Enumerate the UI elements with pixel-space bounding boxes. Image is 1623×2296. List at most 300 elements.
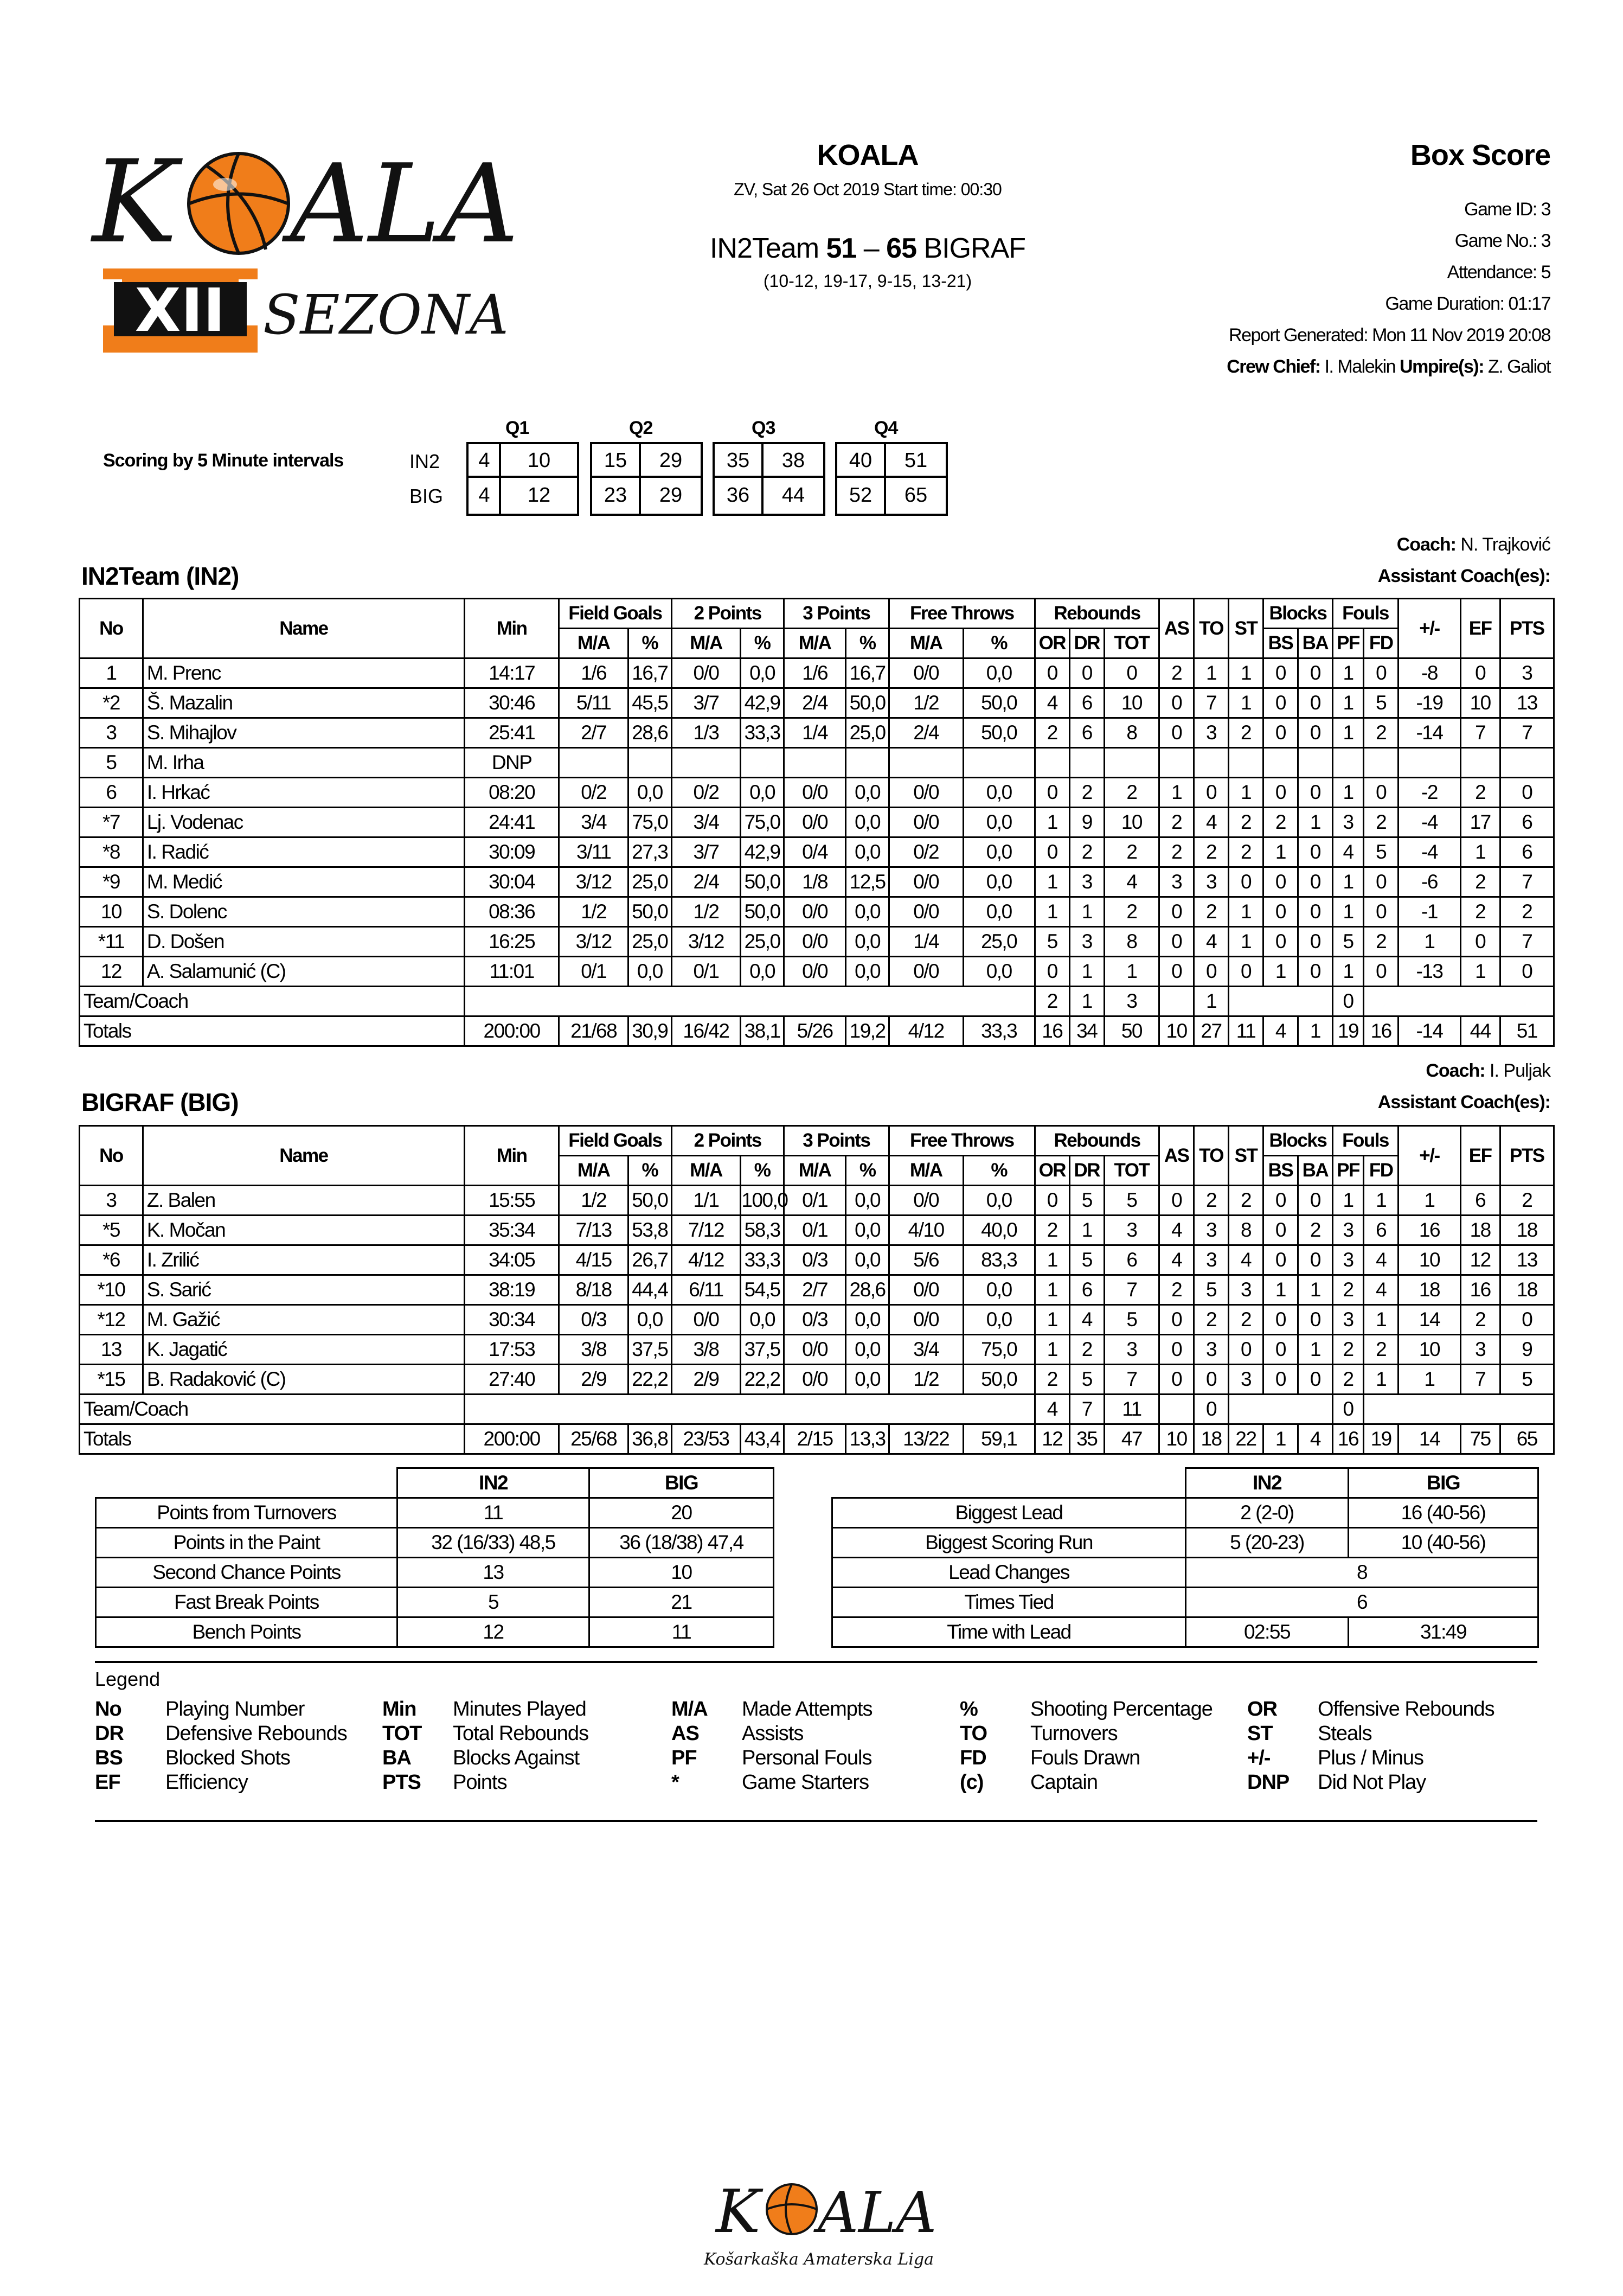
stat-cell: 0 <box>1298 1245 1332 1275</box>
stat-cell <box>846 748 889 778</box>
stat-cell: 30:46 <box>465 688 559 718</box>
stat-cell <box>1298 748 1332 778</box>
stat-cell: 7 <box>1460 1365 1500 1395</box>
stat-cell: 1 <box>1035 808 1069 837</box>
stat-cell: 30:34 <box>465 1305 559 1335</box>
q1-big-a: 4 <box>478 484 490 507</box>
player-row <box>80 897 1554 927</box>
stat-cell: 6/11 <box>671 1275 741 1305</box>
stat-cell: 1/2 <box>889 688 963 718</box>
stat-cell: 0 <box>1263 1305 1298 1335</box>
stat-cell: 0/2 <box>889 837 963 867</box>
stat-cell <box>1399 748 1461 778</box>
col-sub-pf: PF <box>1332 1156 1363 1186</box>
stat-cell: 1 <box>1298 1275 1332 1305</box>
stat-cell: 0,0 <box>846 1186 889 1216</box>
stat-cell: -4 <box>1399 837 1461 867</box>
stat-cell: 16 <box>1399 1216 1461 1245</box>
stat-cell: 5 <box>1500 1365 1554 1395</box>
summary-left-header-in2: IN2 <box>397 1468 589 1498</box>
col-sub-bs: BS <box>1263 629 1298 658</box>
final-score <box>596 232 1139 265</box>
stat-cell: 0/0 <box>889 957 963 987</box>
col-sub-pct: % <box>628 629 671 658</box>
stat-cell: 18 <box>1399 1275 1461 1305</box>
stat-cell: 1 <box>1399 1365 1461 1395</box>
player-row <box>80 867 1554 897</box>
stat-cell: 0,0 <box>846 927 889 957</box>
stat-cell: 0 <box>1460 658 1500 688</box>
col-to: TO <box>1194 599 1229 658</box>
legend-desc: Defensive Rebounds <box>165 1722 347 1745</box>
totals-label: Totals <box>80 1016 465 1046</box>
stat-cell: 0 <box>1263 778 1298 808</box>
stat-cell: 0,0 <box>846 897 889 927</box>
stat-cell: 0,0 <box>963 897 1035 927</box>
legend-title: Legend <box>95 1668 161 1690</box>
stat-cell: 6 <box>1069 1275 1104 1305</box>
stat-cell: 13 <box>1500 1245 1554 1275</box>
team2-box-score <box>79 1125 1555 1455</box>
stat-cell: 17 <box>1460 808 1500 837</box>
stat-cell: 3 <box>1194 867 1229 897</box>
stat-cell: 2 <box>1035 1216 1069 1245</box>
col-group-reb: Rebounds <box>1035 599 1159 629</box>
stat-cell: -13 <box>1399 957 1461 987</box>
col-pm: +/- <box>1399 599 1461 658</box>
summary-right-header-in2: IN2 <box>1186 1468 1349 1498</box>
stat-cell: 1 <box>1035 1335 1069 1365</box>
stat-cell: 1 <box>1460 837 1500 867</box>
legend-item <box>382 1722 588 1745</box>
col-sub-pct: % <box>741 629 784 658</box>
col-to: TO <box>1194 1126 1229 1186</box>
col-st: ST <box>1229 1126 1263 1186</box>
stat-cell: 0 <box>1500 1305 1554 1335</box>
col-sub-or: OR <box>1035 1156 1069 1186</box>
stat-cell: 0/2 <box>559 778 628 808</box>
stat-cell: 0/0 <box>889 1305 963 1335</box>
team-or: 2 <box>1035 987 1069 1016</box>
team1-coach-label: Coach: <box>1396 534 1456 555</box>
player-name: D. Došen <box>143 927 464 957</box>
player-row <box>80 658 1554 688</box>
col-sub-ba: BA <box>1298 629 1332 658</box>
blank <box>465 987 1035 1016</box>
league-logo <box>92 136 519 363</box>
stat-cell: 1/6 <box>559 658 628 688</box>
stat-cell: 3 <box>1069 867 1104 897</box>
summary-value: 8 <box>1186 1558 1538 1588</box>
player-number: 3 <box>80 1186 143 1216</box>
stat-cell: 1 <box>1332 658 1363 688</box>
col-group-blocks: Blocks <box>1263 1126 1332 1156</box>
stat-cell: 1 <box>1364 1365 1399 1395</box>
stat-cell: 3 <box>1104 1335 1159 1365</box>
legend-desc: Plus / Minus <box>1318 1747 1423 1769</box>
stat-cell: 3/12 <box>671 927 741 957</box>
stat-cell: 0 <box>1500 957 1554 987</box>
stat-cell: 0 <box>1298 688 1332 718</box>
team2-coach-line <box>1426 1060 1550 1082</box>
stat-cell: 2 <box>1069 778 1104 808</box>
summary-value: 11 <box>589 1617 774 1647</box>
stat-cell: 1/2 <box>671 897 741 927</box>
stat-cell: 54,5 <box>741 1275 784 1305</box>
stat-cell: 18 <box>1460 1216 1500 1245</box>
player-row <box>80 748 1554 778</box>
legend-desc: Efficiency <box>165 1771 248 1794</box>
stat-cell: 0/1 <box>784 1216 846 1245</box>
legend-abbr: TOT <box>382 1722 422 1745</box>
stat-cell: 0,0 <box>628 957 671 987</box>
legend-item <box>671 1747 871 1770</box>
total-cell: 19 <box>1332 1016 1363 1046</box>
summary-value: 10 (40-56) <box>1349 1528 1538 1558</box>
player-number: *2 <box>80 688 143 718</box>
stat-cell <box>1263 748 1298 778</box>
team2-title: BIGRAF (BIG) <box>81 1088 239 1116</box>
legend-abbr: AS <box>671 1722 699 1745</box>
stat-cell: 1 <box>1229 897 1263 927</box>
col-st: ST <box>1229 599 1263 658</box>
stat-cell: 0,0 <box>963 867 1035 897</box>
legend-desc: Turnovers <box>1030 1722 1118 1745</box>
stat-cell: 0 <box>1263 718 1298 748</box>
stat-cell: 0,0 <box>846 837 889 867</box>
player-name: B. Radaković (C) <box>143 1365 464 1395</box>
stat-cell: 0 <box>1263 688 1298 718</box>
player-name: M. Prenc <box>143 658 464 688</box>
q2-in2-a: 15 <box>604 449 627 472</box>
stat-cell <box>1069 748 1104 778</box>
stat-cell: 2/4 <box>784 688 846 718</box>
col-ef: EF <box>1460 599 1500 658</box>
q2-big-a: 23 <box>604 484 627 507</box>
stat-cell: 0 <box>1159 1305 1194 1335</box>
legend-abbr: ST <box>1247 1722 1273 1745</box>
legend-item <box>960 1722 1118 1745</box>
summary-value: 11 <box>397 1498 589 1528</box>
stat-cell: 50,0 <box>963 688 1035 718</box>
logo-letters-ala: ALA <box>290 141 519 267</box>
col-pts: PTS <box>1500 1126 1554 1186</box>
stat-cell: 6 <box>1500 837 1554 867</box>
q4-big-a: 52 <box>849 484 873 507</box>
stat-cell: 0 <box>1263 1216 1298 1245</box>
legend-desc: Steals <box>1318 1722 1372 1745</box>
stat-cell: 8 <box>1104 927 1159 957</box>
summary-value: 6 <box>1186 1588 1538 1617</box>
stat-cell: 1 <box>1263 957 1298 987</box>
stat-cell: 1 <box>1069 897 1104 927</box>
quarter-label-q4: Q4 <box>874 418 898 438</box>
stat-cell: 0/0 <box>889 808 963 837</box>
crew-chief-label: Crew Chief: <box>1227 356 1320 377</box>
stat-cell: 0 <box>1263 1365 1298 1395</box>
player-name: I. Radić <box>143 837 464 867</box>
stat-cell: 50,0 <box>741 867 784 897</box>
officials <box>1227 351 1550 382</box>
stat-cell: 0 <box>1500 778 1554 808</box>
stat-cell: 0 <box>1364 658 1399 688</box>
stat-cell: 5 <box>1069 1245 1104 1275</box>
stat-cell: 1 <box>1263 1275 1298 1305</box>
col-sub-ma: M/A <box>889 629 963 658</box>
stat-cell: 4 <box>1194 927 1229 957</box>
col-sub-pct: % <box>963 1156 1035 1186</box>
total-cell: 4/12 <box>889 1016 963 1046</box>
stat-cell: 7 <box>1104 1275 1159 1305</box>
q1-big-b: 12 <box>527 484 551 507</box>
stat-cell: 3 <box>1332 1305 1363 1335</box>
period-scores: (10-12, 19-17, 9-15, 13-21) <box>763 271 972 291</box>
player-row <box>80 1305 1554 1335</box>
blank <box>1159 1395 1194 1424</box>
summary-label: Bench Points <box>96 1617 397 1647</box>
legend-item <box>960 1771 1098 1794</box>
legend-desc: Did Not Play <box>1318 1771 1426 1794</box>
stat-cell: 1 <box>1364 1186 1399 1216</box>
stat-cell: 1 <box>1229 688 1263 718</box>
total-cell: 51 <box>1500 1016 1554 1046</box>
stat-cell: 3/11 <box>559 837 628 867</box>
total-cell: 14 <box>1399 1424 1461 1454</box>
legend-abbr: FD <box>960 1747 986 1769</box>
player-number: *10 <box>80 1275 143 1305</box>
stat-cell: 1 <box>1399 927 1461 957</box>
summary-label: Second Chance Points <box>96 1558 397 1588</box>
report-title: Box Score <box>1410 139 1550 171</box>
legend-bottom-rule <box>95 1820 1537 1822</box>
stat-cell: 2 <box>1364 927 1399 957</box>
stat-cell: 0 <box>1298 927 1332 957</box>
legend-abbr: OR <box>1247 1698 1277 1721</box>
basketball-icon-small <box>767 2184 817 2234</box>
total-cell: 16/42 <box>671 1016 741 1046</box>
total-cell: 27 <box>1194 1016 1229 1046</box>
away-score: 65 <box>886 233 916 264</box>
q2-in2-b: 29 <box>659 449 683 472</box>
summary-row <box>832 1528 1538 1558</box>
stat-cell <box>963 748 1035 778</box>
stat-cell: 2 <box>1194 837 1229 867</box>
legend-abbr: DNP <box>1247 1771 1290 1794</box>
stat-cell: 0/1 <box>559 957 628 987</box>
stat-cell: 1/6 <box>784 658 846 688</box>
stat-cell: 0 <box>1263 1186 1298 1216</box>
stat-cell: 08:20 <box>465 778 559 808</box>
stat-cell: 2 <box>1229 808 1263 837</box>
stat-cell: 0/0 <box>889 897 963 927</box>
stat-cell: 2 <box>1194 897 1229 927</box>
stat-cell: DNP <box>465 748 559 778</box>
stat-cell: 10 <box>1399 1335 1461 1365</box>
stat-cell: 0,0 <box>846 1365 889 1395</box>
summary-value: 2 (2-0) <box>1186 1498 1349 1528</box>
stat-cell: 3/4 <box>889 1335 963 1365</box>
stat-cell: 75,0 <box>628 808 671 837</box>
total-cell: 4 <box>1298 1424 1332 1454</box>
legend-desc: Blocked Shots <box>165 1747 290 1769</box>
col-name: Name <box>143 1126 464 1186</box>
stat-cell: 0,0 <box>963 808 1035 837</box>
stat-cell: 26,7 <box>628 1245 671 1275</box>
col-group-ft: Free Throws <box>889 1126 1035 1156</box>
summary-label: Biggest Lead <box>832 1498 1186 1528</box>
stat-cell: 2 <box>1500 1186 1554 1216</box>
stat-cell: 75,0 <box>963 1335 1035 1365</box>
stat-cell: 7/12 <box>671 1216 741 1245</box>
stat-cell: 33,3 <box>741 1245 784 1275</box>
stat-cell: 5/6 <box>889 1245 963 1275</box>
totals-label: Totals <box>80 1424 465 1454</box>
legend-item <box>960 1747 1140 1770</box>
stat-cell: 0 <box>1298 867 1332 897</box>
stat-cell: 5 <box>1104 1186 1159 1216</box>
col-sub-pct: % <box>963 629 1035 658</box>
legend-desc: Blocks Against <box>453 1747 580 1769</box>
game-flow-summary <box>831 1467 1539 1648</box>
stat-cell: 2 <box>1460 1305 1500 1335</box>
stat-cell: 0/0 <box>889 1275 963 1305</box>
stat-cell: 1 <box>1035 1245 1069 1275</box>
stat-cell: 27:40 <box>465 1365 559 1395</box>
blank <box>1159 987 1194 1016</box>
stat-cell: 7 <box>1194 688 1229 718</box>
col-group-fg: Field Goals <box>559 1126 671 1156</box>
stat-cell: 0/0 <box>671 1305 741 1335</box>
legend-abbr: EF <box>95 1771 120 1794</box>
stat-cell <box>1194 748 1229 778</box>
total-cell: 16 <box>1364 1016 1399 1046</box>
summary-row <box>832 1617 1538 1647</box>
q2-big-b: 29 <box>659 484 683 507</box>
stat-cell: 2 <box>1364 718 1399 748</box>
team-coach-row <box>80 987 1554 1016</box>
stat-cell: 1 <box>1364 1305 1399 1335</box>
stat-cell: 75,0 <box>741 808 784 837</box>
stat-cell: 9 <box>1069 808 1104 837</box>
scoring-team-big: BIG <box>409 485 444 507</box>
stat-cell: 2 <box>1194 1305 1229 1335</box>
legend-item <box>382 1698 586 1721</box>
col-pts: PTS <box>1500 599 1554 658</box>
legend-desc: Fouls Drawn <box>1030 1747 1140 1769</box>
stat-cell: 6 <box>1069 688 1104 718</box>
legend-item <box>671 1771 869 1794</box>
stat-cell: 0 <box>1364 778 1399 808</box>
player-name: S. Dolenc <box>143 897 464 927</box>
stat-cell: 13 <box>1500 688 1554 718</box>
stat-cell: 0,0 <box>741 778 784 808</box>
player-number: 13 <box>80 1335 143 1365</box>
stat-cell: 3/4 <box>559 808 628 837</box>
player-number: 3 <box>80 718 143 748</box>
stat-cell: 22,2 <box>741 1365 784 1395</box>
header-row-groups <box>80 599 1554 629</box>
stat-cell: 2 <box>1229 1186 1263 1216</box>
stat-cell: 9 <box>1500 1335 1554 1365</box>
stat-cell <box>1159 748 1194 778</box>
stat-cell: 28,6 <box>846 1275 889 1305</box>
stat-cell: 1/1 <box>671 1186 741 1216</box>
player-name: Š. Mazalin <box>143 688 464 718</box>
stat-cell: 0 <box>1194 1365 1229 1395</box>
legend-abbr: M/A <box>671 1698 708 1721</box>
total-cell: 43,4 <box>741 1424 784 1454</box>
stat-cell: 0/0 <box>784 897 846 927</box>
stat-cell: 0 <box>1159 718 1194 748</box>
stat-cell: 3 <box>1332 1245 1363 1275</box>
team1-title: IN2Team (IN2) <box>81 562 239 590</box>
stat-cell: -8 <box>1399 658 1461 688</box>
total-cell: 21/68 <box>559 1016 628 1046</box>
stat-cell: 0/0 <box>784 957 846 987</box>
player-number: *7 <box>80 808 143 837</box>
footer-tagline: Košarkaška Amaterska Liga <box>703 2250 934 2269</box>
stat-cell: 4 <box>1159 1216 1194 1245</box>
stat-cell: 5 <box>1332 927 1363 957</box>
stat-cell: 0/0 <box>784 927 846 957</box>
legend-item <box>1247 1722 1372 1745</box>
stat-cell: 10 <box>1104 688 1159 718</box>
col-sub-ma: M/A <box>889 1156 963 1186</box>
total-cell: 10 <box>1159 1016 1194 1046</box>
legend-desc: Assists <box>742 1722 804 1745</box>
stat-cell: 0,0 <box>963 837 1035 867</box>
stat-cell: 0 <box>1159 1335 1194 1365</box>
stat-cell: 1 <box>1229 658 1263 688</box>
stat-cell: 1 <box>1069 957 1104 987</box>
team-coach-row <box>80 1395 1554 1424</box>
stat-cell: 0/1 <box>784 1186 846 1216</box>
scoring-label: Scoring by 5 Minute intervals <box>103 450 344 471</box>
stat-cell: 2 <box>1298 1216 1332 1245</box>
stat-cell: 0 <box>1035 1186 1069 1216</box>
total-cell: 50 <box>1104 1016 1159 1046</box>
legend-item <box>671 1722 803 1745</box>
summary-right-header-big: BIG <box>1349 1468 1538 1498</box>
team-stats-summary <box>95 1467 774 1648</box>
stat-cell: 4/12 <box>671 1245 741 1275</box>
stat-cell: 42,9 <box>741 837 784 867</box>
stat-cell: 0 <box>1035 778 1069 808</box>
stat-cell: 3 <box>1159 867 1194 897</box>
legend-desc: Personal Fouls <box>742 1747 872 1769</box>
legend-item <box>1247 1747 1423 1770</box>
stat-cell: 1 <box>1332 957 1363 987</box>
legend-desc: Points <box>453 1771 507 1794</box>
stat-cell: 4 <box>1194 808 1229 837</box>
summary-value: 10 <box>589 1558 774 1588</box>
stat-cell <box>1332 748 1363 778</box>
stat-cell: 0/3 <box>559 1305 628 1335</box>
player-name: M. Gažić <box>143 1305 464 1335</box>
stat-cell: 0 <box>1035 658 1069 688</box>
stat-cell: 0,0 <box>846 957 889 987</box>
stat-cell: 12 <box>1460 1245 1500 1275</box>
stat-cell: 3/7 <box>671 688 741 718</box>
stat-cell: 5 <box>1104 1305 1159 1335</box>
col-sub-ma: M/A <box>671 1156 741 1186</box>
player-number: 5 <box>80 748 143 778</box>
col-group-p2: 2 Points <box>671 599 784 629</box>
umpires: Z. Galiot <box>1488 356 1550 377</box>
player-number: 1 <box>80 658 143 688</box>
team2-assistant-label: Assistant Coach(es): <box>1377 1092 1550 1112</box>
stat-cell <box>559 748 628 778</box>
